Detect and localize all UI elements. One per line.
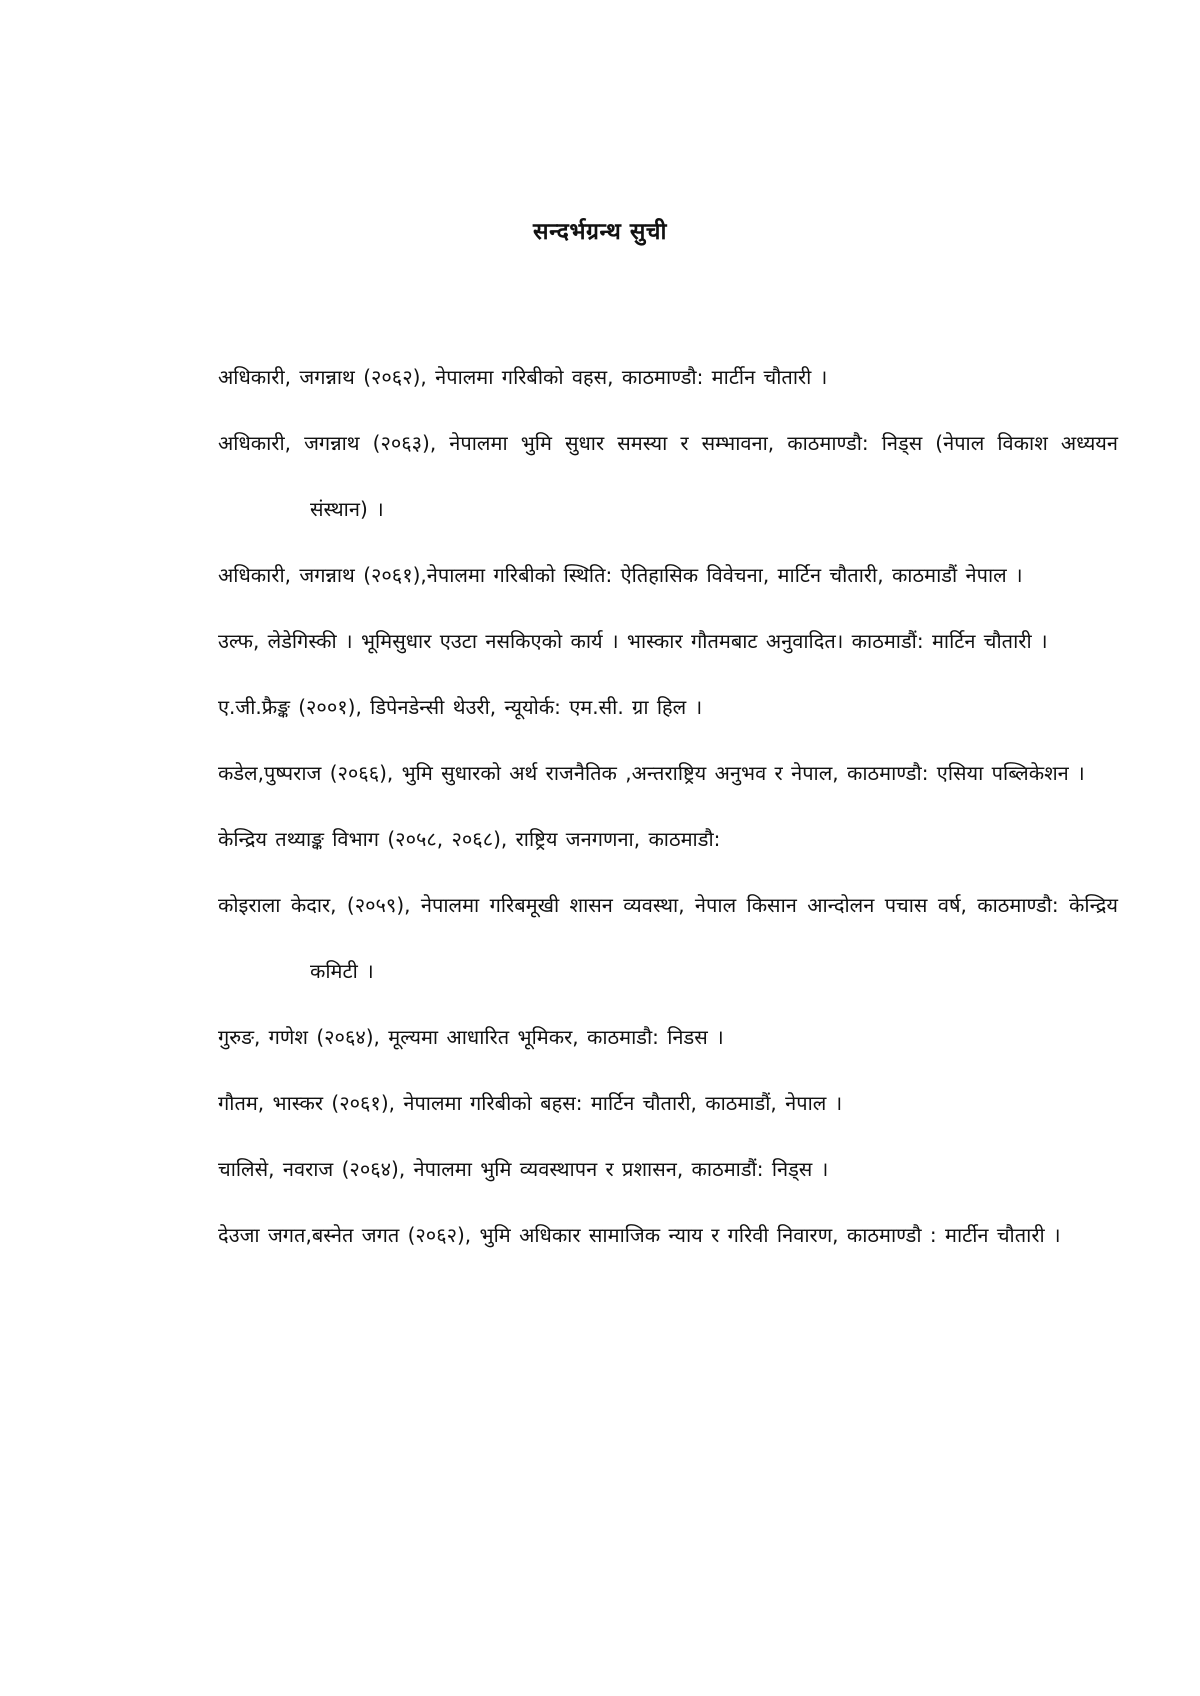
reference-entry: अधिकारी, जगन्नाथ (२०६३), नेपालमा भुमि सुधार समस्या र सम्भावना, काठमाण्डौ: निड्स (नेपाल विकाश अध्ययन संस्थान) ।: [218, 431, 1118, 521]
reference-entry: कोइराला केदार, (२०५९), नेपालमा गरिबमूखी शासन व्यवस्था, नेपाल किसान आन्दोलन पचास वर्ष, काठमाण्डौ: केन्द्रिय कमिटी ।: [218, 893, 1118, 983]
reference-entry: अधिकारी, जगन्नाथ (२०६२), नेपालमा गरिबीको वहस, काठमाण्डौ: मार्टीन चौतारी ।: [218, 365, 828, 389]
reference-entry: ए.जी.फ्रैङ्क (२००१), डिपेनडेन्सी थेउरी, न्यूयोर्क: एम.सी. ग्रा हिल ।: [218, 695, 703, 719]
page-title: सन्दर्भग्रन्थ सुची: [533, 219, 667, 245]
reference-entry: उल्फ, लेडेगिस्की । भूमिसुधार एउटा नसकिएको कार्य । भास्कार गौतमबाट अनुवादित। काठमाडौं: मार्टिन चौतारी ।: [218, 629, 1048, 653]
reference-entry: गुरुङ, गणेश (२०६४), मूल्यमा आधारित भूमिकर, काठमाडौ: निडस ।: [218, 1025, 724, 1049]
reference-entry: अधिकारी, जगन्नाथ (२०६१),नेपालमा गरिबीको स्थिति: ऐतिहासिक विवेचना, मार्टिन चौतारी, काठमाडौं नेपाल ।: [218, 563, 1023, 587]
reference-entry: केन्द्रिय तथ्याङ्क विभाग (२०५८, २०६८), राष्ट्रिय जनगणना, काठमाडौ:: [218, 827, 721, 851]
reference-entry: देउजा जगत,बस्नेत जगत (२०६२), भुमि अधिकार सामाजिक न्याय र गरिवी निवारण, काठमाण्डौ : मार्टीन चौतारी ।: [218, 1223, 1061, 1247]
reference-entry: चालिसे, नवराज (२०६४), नेपालमा भुमि व्यवस्थापन र प्रशासन, काठमाडौं: निड्स ।: [218, 1157, 829, 1181]
reference-entry: कडेल,पुष्पराज (२०६६), भुमि सुधारको अर्थ राजनैतिक ,अन्तराष्ट्रिय अनुभव र नेपाल, काठमाण्डौ: एसिया पब्लिकेशन ।: [218, 761, 1085, 785]
reference-entry: गौतम, भास्कर (२०६१), नेपालमा गरिबीको बहस: मार्टिन चौतारी, काठमाडौं, नेपाल ।: [218, 1091, 843, 1115]
reference-list: [218, 344, 1118, 1268]
